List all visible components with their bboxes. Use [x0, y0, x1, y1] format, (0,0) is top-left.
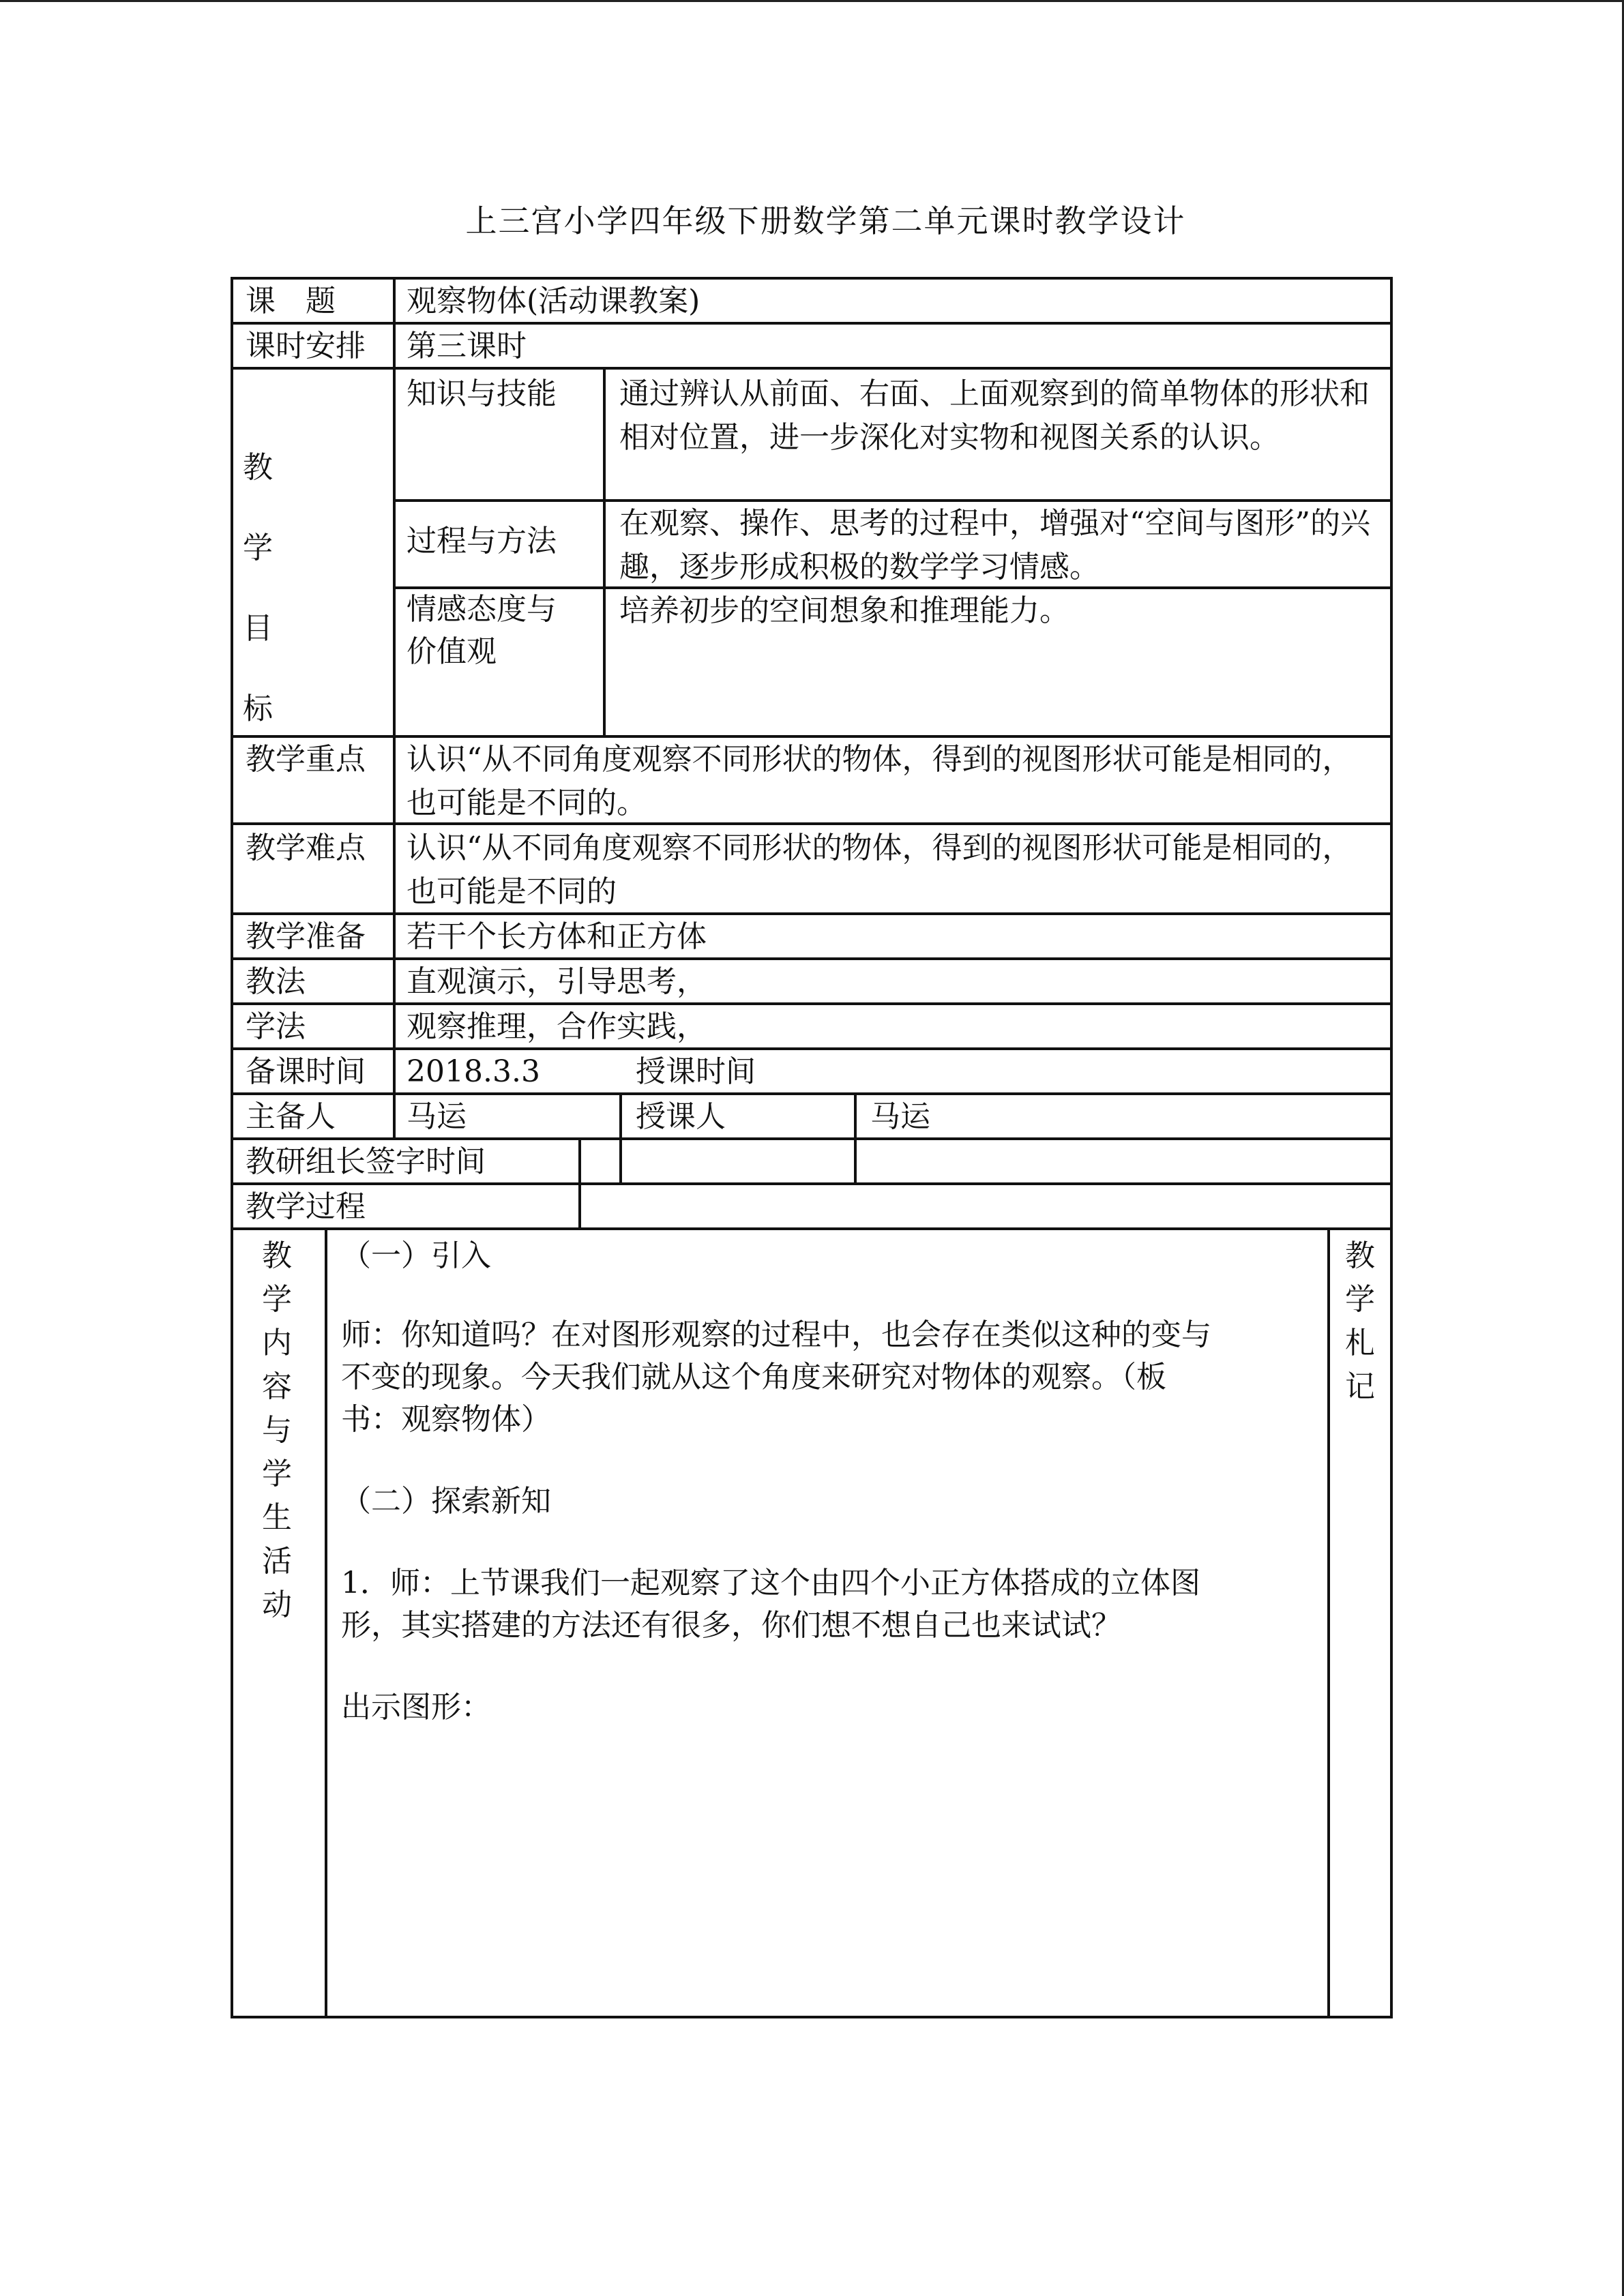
content-label: 教 学 内 容 与 学 生 活 动: [262, 1238, 292, 1622]
notes-col-divider: [1327, 1227, 1330, 2018]
table-border-top: [231, 277, 1393, 280]
explore-paragraph-line: 形，其实搭建的方法还有很多，你们想不想自己也来试试？: [341, 1608, 1121, 1643]
show-figure-text: 出示图形：: [341, 1690, 491, 1725]
explore-paragraph-line: 1．师：上节课我们一起观察了这个由四个小正方体搭成的立体图: [341, 1566, 1200, 1600]
row-divider: [231, 367, 1393, 370]
topic-label: 课 题: [246, 284, 336, 318]
row-divider: [231, 1227, 1393, 1230]
col-divider: [603, 367, 606, 736]
intro-paragraph-line: 不变的现象。今天我们就从这个角度来研究对物体的观察。（板: [341, 1360, 1166, 1395]
content-col-divider: [325, 1227, 327, 2018]
difficulty-value: 认识“从不同角度观察不同形状的物体，得到的视图形状可能是相同的，也可能是不同的: [407, 831, 1353, 909]
emotion-label-line1: 情感态度与: [407, 592, 557, 627]
row-divider: [231, 1047, 1393, 1050]
col-divider: [854, 1092, 857, 1184]
knowledge-label: 知识与技能: [407, 376, 557, 411]
prep-time-label: 备课时间: [246, 1054, 366, 1089]
row-divider: [231, 1092, 1393, 1095]
lead-value: 马运: [407, 1099, 467, 1134]
intro-paragraph-line: 书：观察物体）: [341, 1402, 551, 1437]
table-border-right: [1390, 277, 1393, 2018]
study-value: 观察推理，合作实践，: [407, 1009, 707, 1044]
knowledge-value: 通过辨认从前面、右面、上面观察到的简单物体的形状和相对位置，进一步深化对实物和视图关系的认识。: [619, 376, 1370, 455]
method-value: 直观演示，引导思考，: [407, 964, 707, 999]
schedule-value: 第三课时: [407, 329, 527, 363]
process-label: 过程与方法: [407, 524, 557, 558]
row-divider: [231, 957, 1393, 960]
method-label: 教法: [246, 964, 306, 999]
row-divider: [231, 1002, 1393, 1005]
notes-label: 教 学 札 记: [1345, 1238, 1375, 1404]
lead-label: 主备人: [246, 1099, 336, 1134]
document-title: 上三宫小学四年级下册数学第二单元课时教学设计: [465, 203, 1186, 239]
section-intro-heading: （一）引入: [341, 1238, 491, 1273]
prep-time-value: 2018.3.3: [407, 1054, 540, 1089]
col-divider: [578, 1137, 581, 1184]
col-divider: [619, 1092, 622, 1184]
process-value: 在观察、操作、思考的过程中，增强对“空间与图形”的兴趣，逐步形成积极的数学学习情感。: [619, 506, 1370, 584]
schedule-label: 课时安排: [246, 329, 366, 363]
process-header: 教学过程: [246, 1189, 366, 1224]
table-border-bottom: [231, 2016, 1393, 2018]
teach-time-label: 授课时间: [636, 1054, 756, 1089]
sign-label: 教研组长签字时间: [246, 1144, 486, 1179]
emotion-value: 培养初步的空间想象和推理能力。: [619, 593, 1069, 628]
table-border-left: [231, 277, 233, 2018]
topic-value: 观察物体(活动课教案): [407, 284, 700, 318]
difficulty-label: 教学难点: [246, 831, 366, 865]
intro-paragraph-line: 师：你知道吗？在对图形观察的过程中，也会存在类似这种的变与: [341, 1317, 1211, 1352]
teacher-label: 授课人: [636, 1099, 726, 1134]
prep-value: 若干个长方体和正方体: [407, 919, 707, 954]
focus-label: 教学重点: [246, 742, 366, 777]
emotion-label-line2: 价值观: [407, 634, 497, 669]
page-top-border: [0, 0, 1624, 2]
prep-label: 教学准备: [246, 919, 366, 954]
col-divider: [393, 277, 396, 1139]
sign-col-divider: [578, 1182, 581, 1229]
study-label: 学法: [246, 1009, 306, 1044]
lesson-plan-table: [231, 277, 1393, 2018]
section-explore-heading: （二）探索新知: [341, 1484, 551, 1519]
teacher-value: 马运: [870, 1099, 930, 1134]
row-divider: [231, 322, 1393, 325]
objectives-label: 教 学 目 标: [243, 450, 273, 726]
focus-value: 认识“从不同角度观察不同形状的物体，得到的视图形状可能是相同的，也可能是不同的。: [407, 742, 1353, 820]
